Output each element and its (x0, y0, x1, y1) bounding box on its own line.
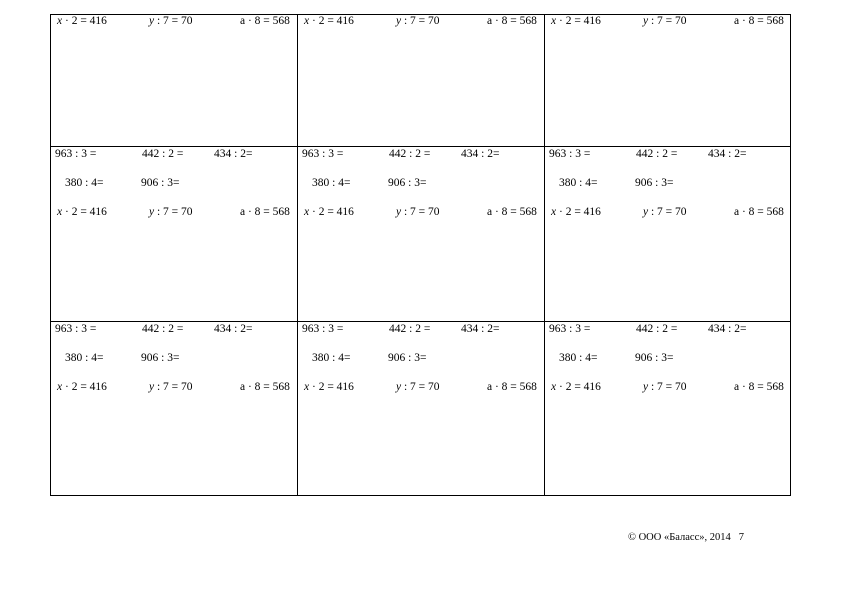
equation-variable: y (149, 15, 155, 27)
equation-expression: а · 8 = 568 (734, 381, 784, 393)
exercise-card (50, 14, 296, 146)
equation-expression: · 2 = 416 (62, 381, 107, 393)
equation (551, 16, 601, 28)
equation (240, 207, 290, 219)
division-problem: 442 : 2 = (389, 148, 431, 160)
division-problem: 906 : 3= (388, 352, 427, 364)
exercise-card (50, 146, 296, 321)
division-problem: 906 : 3= (141, 352, 180, 364)
equation (396, 207, 440, 219)
equation-expression: а · 8 = 568 (240, 15, 290, 27)
equation-expression: : 7 = 70 (401, 381, 440, 393)
equation (57, 207, 107, 219)
equation-variable: y (396, 206, 402, 218)
division-problem: 380 : 4= (65, 177, 104, 189)
equation-expression: а · 8 = 568 (487, 15, 537, 27)
division-problem: 442 : 2 = (636, 323, 678, 335)
equation-variable: y (396, 381, 402, 393)
exercise-card (544, 14, 790, 146)
division-problem: 963 : 3 = (302, 323, 344, 335)
equation-variable: x (304, 381, 310, 393)
exercise-card (544, 146, 790, 321)
equation-variable: x (551, 381, 557, 393)
equation-expression: · 2 = 416 (309, 206, 354, 218)
division-problem: 906 : 3= (141, 177, 180, 189)
exercise-card (50, 321, 296, 496)
equation (551, 382, 601, 394)
equation (57, 16, 107, 28)
division-problem: 380 : 4= (559, 177, 598, 189)
division-problem: 434 : 2= (461, 148, 500, 160)
division-problem: 442 : 2 = (142, 323, 184, 335)
equation (643, 207, 687, 219)
equation-variable: x (551, 15, 557, 27)
equation-expression: : 7 = 70 (401, 206, 440, 218)
equation (240, 382, 290, 394)
equation-variable: x (57, 15, 63, 27)
division-problem: 380 : 4= (312, 352, 351, 364)
equation (304, 207, 354, 219)
equation-expression: : 7 = 70 (154, 381, 193, 393)
equation (487, 207, 537, 219)
division-problem: 442 : 2 = (142, 148, 184, 160)
equation (734, 207, 784, 219)
equation-variable: x (57, 206, 63, 218)
equation-variable: y (643, 381, 649, 393)
division-problem: 963 : 3 = (549, 148, 591, 160)
equation-expression: а · 8 = 568 (734, 206, 784, 218)
equation-expression: а · 8 = 568 (487, 381, 537, 393)
division-problem: 380 : 4= (312, 177, 351, 189)
equation-expression: а · 8 = 568 (240, 206, 290, 218)
division-problem: 380 : 4= (559, 352, 598, 364)
equation-expression: а · 8 = 568 (487, 206, 537, 218)
division-problem: 963 : 3 = (302, 148, 344, 160)
equation (240, 16, 290, 28)
equation-variable: y (643, 15, 649, 27)
equation-variable: y (396, 15, 402, 27)
equation-expression: · 2 = 416 (556, 381, 601, 393)
equation (149, 207, 193, 219)
equation-expression: : 7 = 70 (648, 206, 687, 218)
equation-variable: x (551, 206, 557, 218)
copyright-text: © ООО «Баласс», 2014 (628, 532, 731, 543)
division-problem: 434 : 2= (214, 323, 253, 335)
equation-variable: y (643, 206, 649, 218)
division-problem: 963 : 3 = (549, 323, 591, 335)
page-footer (628, 532, 744, 543)
equation (734, 16, 784, 28)
equation-expression: а · 8 = 568 (734, 15, 784, 27)
exercise-card (544, 321, 790, 496)
equation (551, 207, 601, 219)
division-problem: 434 : 2= (214, 148, 253, 160)
equation-expression: · 2 = 416 (62, 15, 107, 27)
equation-expression: · 2 = 416 (556, 206, 601, 218)
equation (57, 382, 107, 394)
equation-expression: : 7 = 70 (648, 381, 687, 393)
exercise-card (297, 321, 543, 496)
equation (487, 16, 537, 28)
equation (149, 382, 193, 394)
division-problem: 434 : 2= (708, 148, 747, 160)
equation-expression: · 2 = 416 (309, 381, 354, 393)
division-problem: 434 : 2= (461, 323, 500, 335)
equation-expression: а · 8 = 568 (240, 381, 290, 393)
equation (304, 382, 354, 394)
division-problem: 442 : 2 = (636, 148, 678, 160)
equation (149, 16, 193, 28)
equation (734, 382, 784, 394)
equation (643, 16, 687, 28)
division-problem: 906 : 3= (635, 352, 674, 364)
division-problem: 963 : 3 = (55, 323, 97, 335)
equation-expression: · 2 = 416 (62, 206, 107, 218)
equation-expression: : 7 = 70 (154, 15, 193, 27)
equation-variable: y (149, 381, 155, 393)
equation (487, 382, 537, 394)
division-problem: 380 : 4= (65, 352, 104, 364)
equation-variable: x (304, 206, 310, 218)
equation (304, 16, 354, 28)
equation-expression: · 2 = 416 (556, 15, 601, 27)
division-problem: 434 : 2= (708, 323, 747, 335)
equation-variable: y (149, 206, 155, 218)
exercise-card (297, 14, 543, 146)
division-problem: 963 : 3 = (55, 148, 97, 160)
division-problem: 906 : 3= (635, 177, 674, 189)
equation-expression: : 7 = 70 (401, 15, 440, 27)
equation-expression: : 7 = 70 (648, 15, 687, 27)
equation (396, 382, 440, 394)
equation-expression: : 7 = 70 (154, 206, 193, 218)
equation (643, 382, 687, 394)
exercise-card (297, 146, 543, 321)
division-problem: 442 : 2 = (389, 323, 431, 335)
equation-variable: x (57, 381, 63, 393)
equation-expression: · 2 = 416 (309, 15, 354, 27)
page-number: 7 (738, 532, 744, 543)
equation-variable: x (304, 15, 310, 27)
division-problem: 906 : 3= (388, 177, 427, 189)
equation (396, 16, 440, 28)
